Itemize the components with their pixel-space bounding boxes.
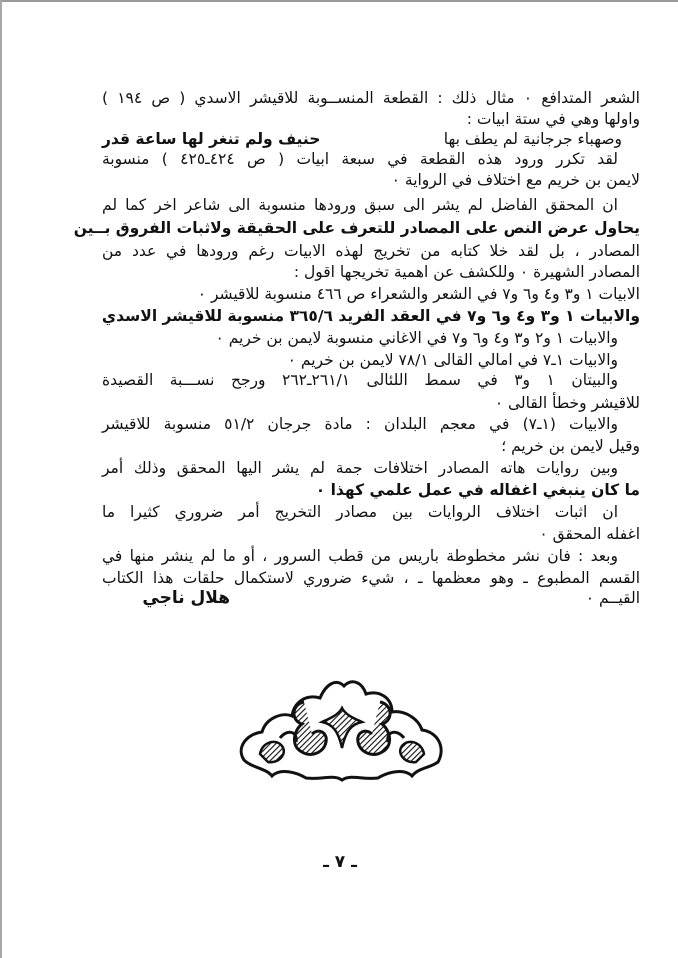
floral-arabesque-ornament-icon [232,668,452,786]
text-line: وبعد : فان نشر مخطوطة باريس من قطب السرور ، أو ما لم ينشر منها في [102,547,618,565]
verse-first-hemistich: وصهباء جرجانية لم يطف بها [443,130,622,148]
text-line: واولها وهي في ستة ابيات : [466,110,640,128]
text-line: والبيتان ١ و٣ في سمط اللئالى ٢٦١/١ـ٢٦٢ ورجح نســـبة القصيدة [102,371,618,389]
text-line: والابيات ١ و٢ و٣ و٤ و٦ و٧ في الاغاني منسوبة لايمن بن خريم ٠ [215,329,618,347]
text-line: ان المحقق الفاضل لم يشر الى سبق ورودها منسوبة الى شاعر اخر كما لم [102,196,618,214]
text-line: والابيات ١ و٣ و٤ و٦ و٧ في العقد الفريد ٣٦٥/٦ منسوبة للاقيشر الاسدي [101,307,640,325]
text-line: القسم المطبوع ـ وهو معظمها ـ ، شيء ضروري لاستكمال حلقات هذا الكتاب [102,569,640,587]
page-number: ـ ٧ ـ [323,852,357,872]
text-line: الشعر المتدافع ٠ مثال ذلك : القطعة المنســوبة للاقيشر الاسدي ( ص ١٩٤ ) [102,89,640,107]
scan-edge-top [0,0,678,2]
text-line: المصادر ، بل لقد خلا كتابه من تخريج لهذه الابيات رغم ورودها في عدد من [102,242,640,260]
text-line: المصادر الشهيرة ٠ وللكشف عن اهمية تخريجها اقول : [293,263,640,281]
text-line: للاقيشر وخطأ القالى ٠ [494,394,640,412]
text-line: اغفله المحقق ٠ [539,525,640,543]
text-line: القيــم ٠ [585,589,640,607]
text-line: لقد تكرر ورود هذه القطعة في سبعة ابيات ( ص ٤٢٤ـ٤٢٥ ) منسوبة [102,150,618,168]
text-line: والابيات ١ـ٧ في امالي القالى ٧٨/١ لايمن بن خريم ٠ [287,351,618,369]
scan-edge-left [0,0,2,958]
text-line: وبين روايات هاته المصادر اختلافات جمة لم يشر اليها المحقق وذلك أمر [102,459,618,477]
text-line: والابيات (١ـ٧) في معجم البلدان : مادة جرجان ٥١/٢ منسوبة للاقيشر [102,415,618,433]
text-line: ان اثبات اختلاف الروايات بين مصادر التخريج أمر ضروري كثيرا ما [102,503,618,521]
text-line: ما كان ينبغي اغفاله في عمل علمي كهذا ٠ [315,481,640,499]
author-signature: هلال ناجي [142,588,230,608]
text-line: يحاول عرض النص على المصادر للتعرف على الحقيقة ولاثبات الفروق بــين [73,219,640,237]
text-line: الابيات ١ و٣ و٤ و٦ و٧ في الشعر والشعراء ص ٤٦٦ منسوبة للاقيشر ٠ [197,285,640,303]
text-line: وقيل لايمن بن خريم ؛ [501,437,640,455]
text-line: لايمن بن خريم مع اختلاف في الرواية ٠ [391,171,640,189]
verse-second-hemistich: حنيف ولم تنغر لها ساعة قدر [102,130,321,148]
